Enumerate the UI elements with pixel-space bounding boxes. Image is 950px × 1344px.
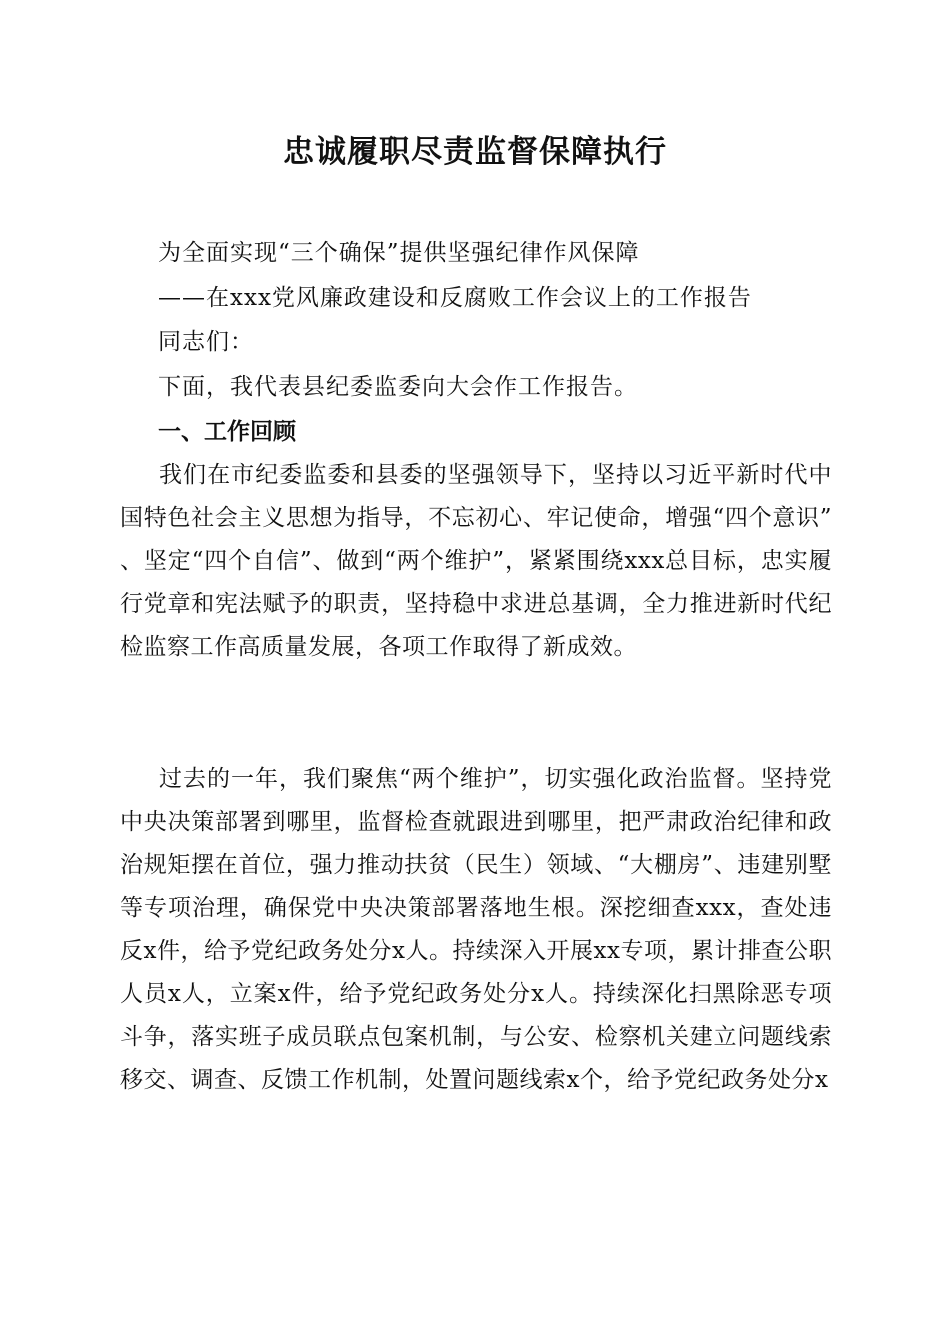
document-byline: ——在xxx党风廉政建设和反腐败工作会议上的工作报告 bbox=[158, 285, 752, 311]
intro-text: 下面，我代表县纪委监委向大会作工作报告。 bbox=[158, 374, 638, 400]
document-title: 忠诚履职尽责监督保障执行 bbox=[283, 134, 667, 170]
document-subtitle: 为全面实现“三个确保”提供坚强纪律作风保障 bbox=[158, 240, 640, 266]
salutation: 同志们： bbox=[158, 329, 254, 355]
section-heading: 一、工作回顾 bbox=[158, 419, 296, 445]
body-paragraph: 我们在市纪委监委和县委的坚强领导下，坚持以习近平新时代中国特色社会主义思想为指导，不忘初心、牢记使命，增强“四个意识”、坚定“四个自信”、做到“两个维护”，紧紧围绕xxx总目标，忠实履行党章和宪法赋予的职责，坚持稳中求进总基调，全力推进新时代纪检监察工作高质量发展，各项工作取得了新成效。 bbox=[120, 462, 832, 660]
body-paragraph: 过去的一年，我们聚焦“两个维护”，切实强化政治监督。坚持党中央决策部署到哪里，监督检查就跟进到哪里，把严肃政治纪律和政治规矩摆在首位，强力推动扶贫（民生）领域、“大棚房”、违建别墅等专项治理，确保党中央决策部署落地生根。深挖细查xxx，查处违反x件，给予党纪政务处分x人。持续深入开展xx专项，累计排查公职人员x人，立案x件，给予党纪政务处分x人。持续深化扫黑除恶专项斗争，落实班子成员联点包案机制，与公安、检察机关建立问题线索移交、调查、反馈工作机制，处置问题线索x个，给予党纪政务处分x bbox=[120, 766, 832, 1093]
